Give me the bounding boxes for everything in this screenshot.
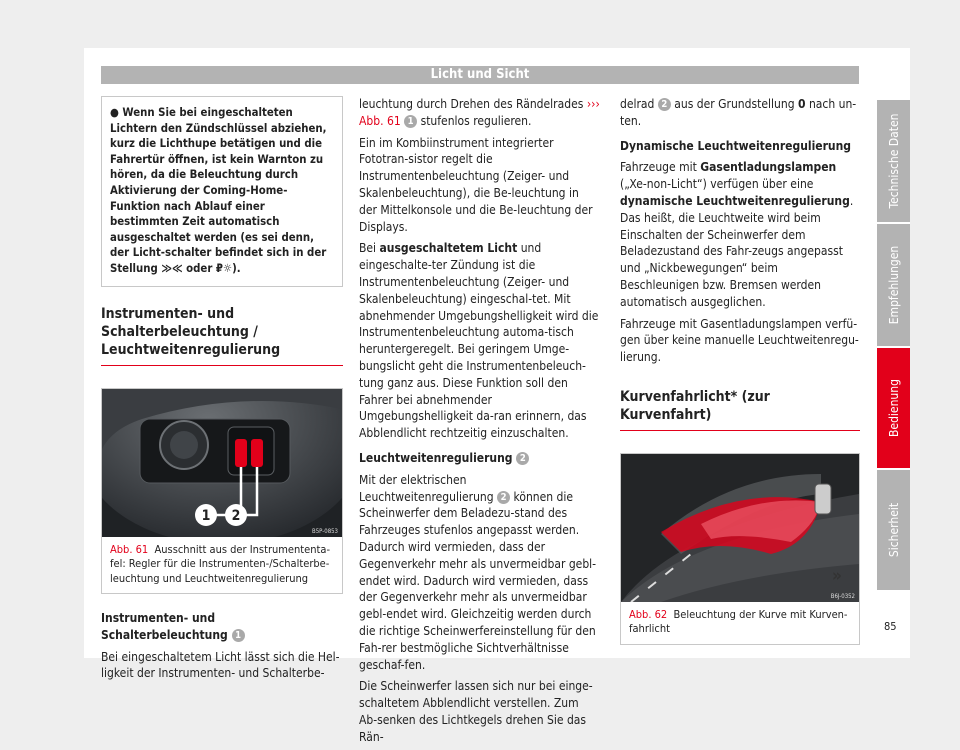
note-text-end: ). <box>232 261 241 275</box>
tab-label: Sicherheit <box>886 502 901 558</box>
callout-badge-2: 2 <box>658 98 671 111</box>
paragraph-no-manual: Fahrzeuge mit Gasentladungslampen verfü-gen über keine manuelle Leuchtweitenregu-lierung. <box>620 316 859 365</box>
note-text: Wenn Sie bei eingeschalteten Lichtern den Zündschlüssel abziehen, kurz die Lichthupe betätigen und die Fahrertür öffnen, ist kein Warnton zu hören, da die Beleuchtung durch Aktivierung der Coming-Home-Funktion nach Ablauf einer bestimmten Zeit automatisch ausgeschaltet werden (es sei denn, der Licht-schalter befindet sich in der Stellung <box>110 106 327 275</box>
continue-arrow-icon: » <box>832 566 842 586</box>
bold-text: ausgeschaltetem Licht <box>379 241 518 256</box>
paragraph-wheel-down <box>620 96 860 130</box>
text: und eingeschalte-ter Zündung ist die Instrumentenbeleuchtung (Zeiger- und Skalenbeleuchtung) eingeschal-tet. Mit abnehmender Umgebungshelligkeit wird die Instrumentenbeleuchtung automa-tisch heruntergeregelt. Bei geringem Umge-bungslicht geht die Instrumentenbeleuch-tung ganz aus. Diese Funktion soll den Fahrer bei abnehmender Umgebungshelligkeit da-ran erinnern, das Abblendlicht rechtzeitig einzuschalten. <box>359 241 599 441</box>
figure-61-label: Abb. 61 <box>110 542 149 556</box>
subsection-title-text: Instrumenten- und Schalterbeleuchtung <box>101 611 228 642</box>
page-header: Licht und Sicht <box>101 66 859 84</box>
subsection-title-instrument-lighting <box>101 610 343 644</box>
figure-61-caption-text: Ausschnitt aus der Instrumententa-fel: Regler für die Instrumenten-/Schalterbe-leuchtung und Leuchtweitenregulierung <box>110 542 331 585</box>
ref-arrows: ››› <box>586 97 600 111</box>
column-1 <box>101 96 343 687</box>
note-text-or: oder <box>186 261 213 275</box>
figure-62-caption-text: Beleuchtung der Kurve mit Kurven-fahrlicht <box>629 607 848 636</box>
figure-62-label: Abb. 62 <box>629 607 668 621</box>
callout-badge-2: 2 <box>497 491 510 504</box>
low-beam-symbol-icon: ≫≪ <box>161 261 183 275</box>
callout-badge-1: 1 <box>404 115 417 128</box>
tab-empfehlungen[interactable] <box>877 224 910 346</box>
text: leuchtung durch Drehen des Rändelrades <box>359 97 584 111</box>
figure-62 <box>620 453 860 645</box>
figure-61-code: B5P-0853 <box>312 527 338 535</box>
subsection-title-dynamic-range: Dynamische Leuchtweitenregulierung <box>620 138 852 153</box>
note-box <box>101 96 343 287</box>
text: nach un-ten. <box>620 97 857 128</box>
callout-badge-2: 2 <box>516 452 529 465</box>
tab-sicherheit[interactable] <box>877 470 910 590</box>
light-switch-panel-illustration <box>102 389 342 537</box>
section-title-cornering-light: Kurvenfahrlicht* (zur Kurvenfahrt) <box>620 388 860 431</box>
text: können die Scheinwerfer dem Beladezu-stand des Fahrzeuges stufenlos angepasst werden. Dadurch wird vermieden, dass der Gegenverkehr mehr als unvermeidbar gebl-endet wird. Dadurch wird vermieden, dass der Gegenverkehr mehr als unvermeidbar gebl-endet wird. Gleichzeitig werden durch die richtige Scheinwerfereinstellung für den Fah-rer bestmögliche Sichtverhältnisse geschaf-fen. <box>359 489 597 672</box>
callout-2: 2 <box>231 507 241 524</box>
cornering-light-illustration <box>621 454 859 602</box>
figure-62-caption <box>621 602 859 644</box>
column-3 <box>620 96 860 645</box>
callout-1: 1 <box>201 507 211 524</box>
text: („Xe-non-Licht“) verfügen über eine <box>620 177 814 192</box>
tab-bedienung[interactable] <box>877 348 910 468</box>
tab-label: Empfehlungen <box>886 245 901 325</box>
text: aus der Grundstellung <box>674 97 795 111</box>
figure-61 <box>101 388 343 595</box>
page-number: 85 <box>884 620 897 633</box>
paragraph-phototransistor: Ein im Kombiinstrument integrierter Fototran-sistor regelt die Instrumentenbeleuchtung (Zeiger- und Skalenbeleuchtung), die Be-leuchtung in der Mittelkonsole und die Be-leuchtung der Displays. <box>359 135 593 234</box>
paragraph-brightness: Bei eingeschaltetem Licht lässt sich die Hel-ligkeit der Instrumenten- und Schalterbe- <box>101 649 340 681</box>
subsection-title-headlight-range <box>359 450 600 467</box>
paragraph-light-off <box>359 240 600 442</box>
paragraph-low-beam-adjust: Die Scheinwerfer lassen sich nur bei einge-schaltetem Abblendlicht verstellen. Zum Ab-senken des Lichtkegels drehen Sie das Rän- <box>359 679 593 744</box>
section-title-instrument-lighting: Instrumenten- und Schalterbeleuchtung / Leuchtweitenregulierung <box>101 305 343 366</box>
note-bullet: ● <box>110 106 119 119</box>
text: Mit der elektrischen Leuchtweitenregulierung <box>359 472 494 504</box>
bold-text: Gasentladungslampen <box>700 160 837 175</box>
auto-light-symbol-icon: ₽☼ <box>215 261 233 275</box>
figure-62-code: B6J-0352 <box>830 592 855 600</box>
paragraph-electric-range-control <box>359 472 600 674</box>
text: . Das heißt, die Leuchtweite wird beim Einschalten der Scheinwerfer dem Beladezustand des Fahr-zeugs angepasst und „Nickbewegungen“ beim Beschleunigen bzw. Bremsen werden automatisch ausgeglichen. <box>620 193 854 309</box>
paragraph-knurled-wheel <box>359 96 600 130</box>
figure-61-caption <box>102 537 342 594</box>
figure-61-image <box>102 389 342 537</box>
bold-text: dynamische Leuchtweitenregulierung <box>620 193 850 208</box>
paragraph-xenon <box>620 159 860 310</box>
column-2 <box>359 96 600 750</box>
ref-label: Abb. 61 <box>359 113 401 128</box>
figure-62-image <box>621 454 859 602</box>
text: stufenlos regulieren. <box>420 113 532 128</box>
text: Fahrzeuge mit <box>620 160 697 175</box>
callout-badge-1: 1 <box>232 629 245 642</box>
tab-technische-daten[interactable] <box>877 100 910 222</box>
bold-text: 0 <box>797 97 806 111</box>
text: Bei <box>359 241 377 256</box>
tab-label: Bedienung <box>886 379 901 437</box>
tab-label: Technische Daten <box>886 113 901 209</box>
subsection-title-text: Leuchtweitenregulierung <box>359 450 513 465</box>
text: delrad <box>620 97 655 111</box>
